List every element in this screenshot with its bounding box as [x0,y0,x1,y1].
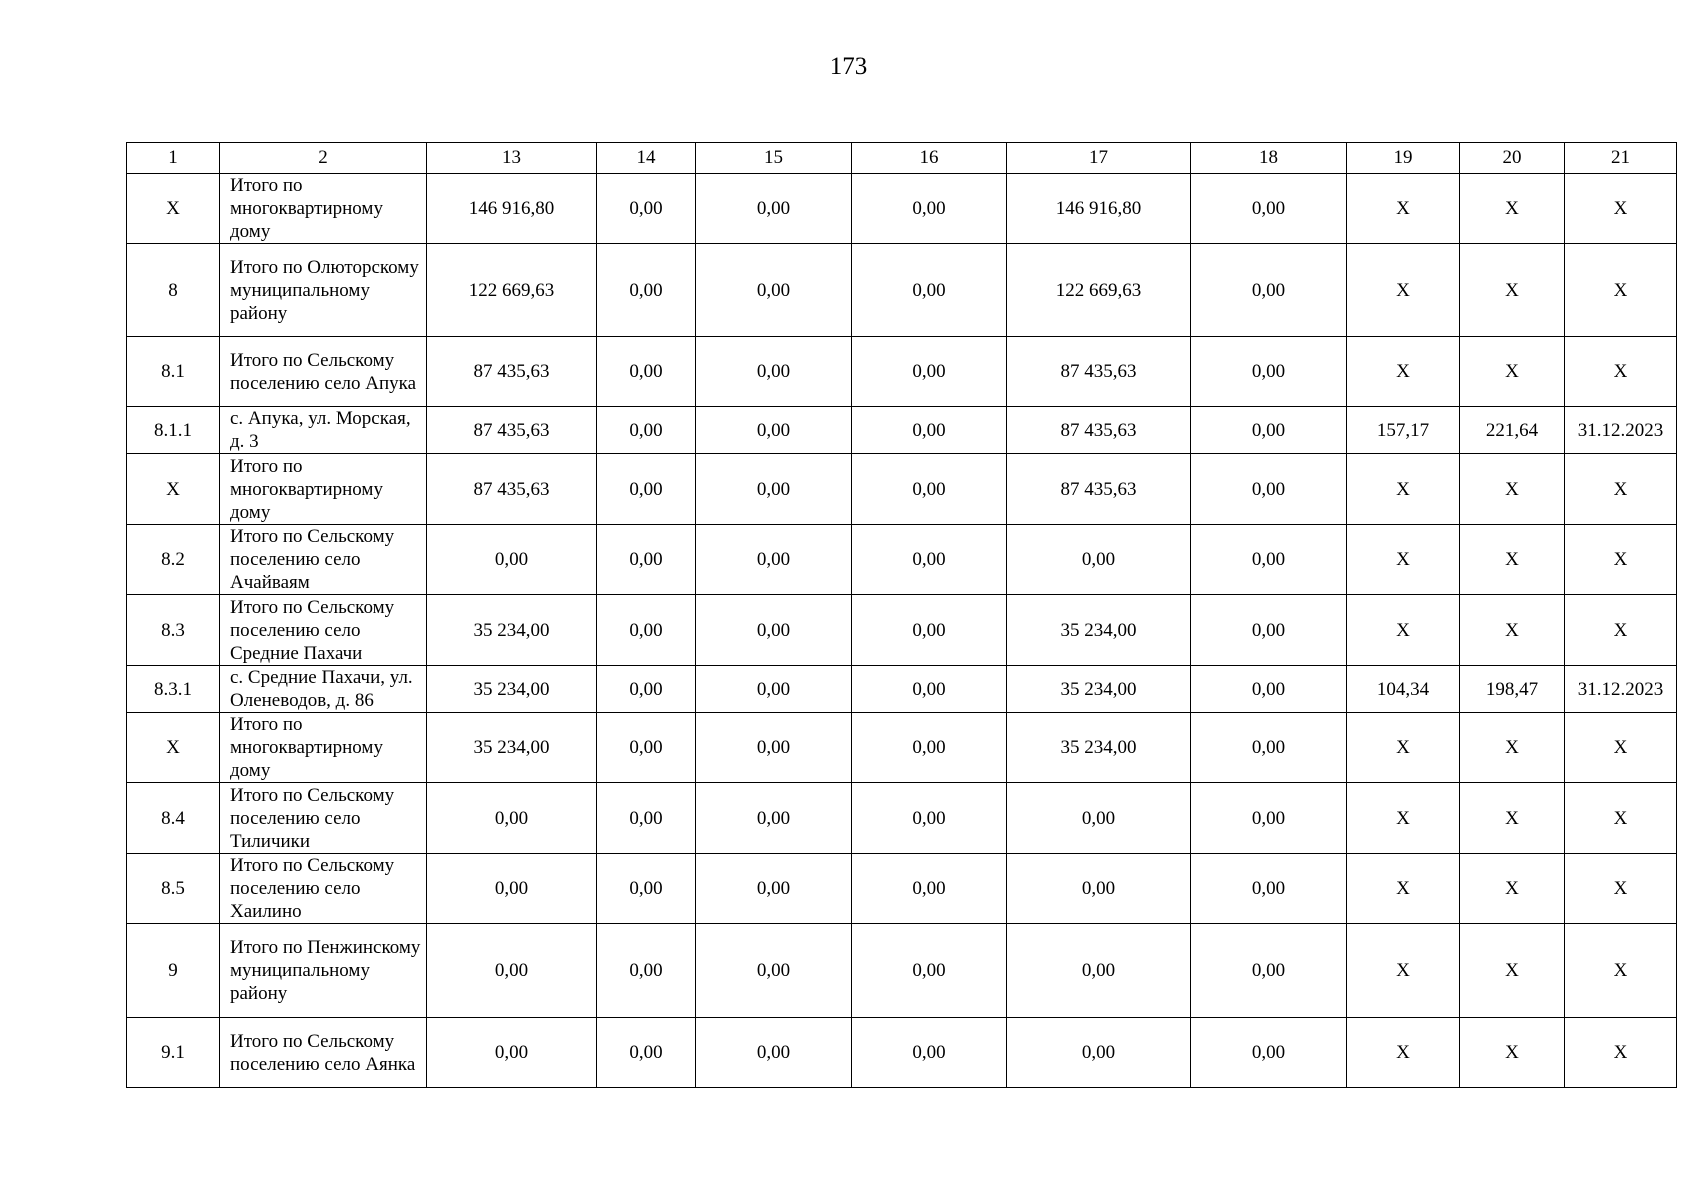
row-number-cell: 8.4 [127,783,220,854]
row-name-cell: Итого по Сельскому поселению село Тиличики [220,783,427,854]
row-name-cell: Итого по Сельскому поселению село Хаилино [220,854,427,924]
table-cell: X [1347,244,1460,337]
table-cell: X [1460,454,1565,525]
table-cell: 0,00 [427,1018,597,1088]
table-cell: 0,00 [696,666,852,713]
table-cell: X [1460,174,1565,244]
row-number-cell: 9.1 [127,1018,220,1088]
table-cell: 0,00 [597,244,696,337]
table-cell: 0,00 [597,854,696,924]
table-cell: 146 916,80 [1007,174,1191,244]
row-number-cell: 8.3 [127,595,220,666]
table-cell: 198,47 [1460,666,1565,713]
table-cell: 146 916,80 [427,174,597,244]
table-row [127,854,1677,924]
page-number: 173 [829,53,868,80]
table-cell: 0,00 [1191,244,1347,337]
row-name-cell: Итого по Сельскому поселению село Средние Пахачи [220,595,427,666]
table-cell: 0,00 [696,854,852,924]
table-cell: X [1460,595,1565,666]
table-cell: 0,00 [597,174,696,244]
table-row [127,924,1677,1018]
table-cell: 122 669,63 [427,244,597,337]
row-number-cell: 9 [127,924,220,1018]
table-cell: 157,17 [1347,407,1460,454]
row-number-cell: X [127,713,220,783]
table-cell: 0,00 [1007,783,1191,854]
table-cell: 221,64 [1460,407,1565,454]
table-cell: 0,00 [852,713,1007,783]
table-cell: 0,00 [597,713,696,783]
table-cell: 0,00 [597,595,696,666]
table-cell: 35 234,00 [427,595,597,666]
table-cell: 0,00 [427,924,597,1018]
table-cell: X [1565,595,1677,666]
table-cell: X [1460,337,1565,407]
table-row [127,666,1677,713]
table-cell: 0,00 [852,525,1007,595]
row-number-cell: X [127,174,220,244]
table-cell: 0,00 [597,783,696,854]
table-row [127,525,1677,595]
column-header: 13 [427,143,597,174]
table-cell: 0,00 [1191,1018,1347,1088]
table-cell: 31.12.2023 [1565,407,1677,454]
table-cell: 0,00 [852,174,1007,244]
table-row [127,713,1677,783]
table-cell: 0,00 [696,174,852,244]
table-cell: 0,00 [1007,924,1191,1018]
row-name-cell: с. Апука, ул. Морская, д. 3 [220,407,427,454]
column-header: 17 [1007,143,1191,174]
table-cell: 0,00 [852,337,1007,407]
table-cell: X [1347,1018,1460,1088]
table-row [127,174,1677,244]
table-cell: X [1565,1018,1677,1088]
table-cell: 0,00 [597,924,696,1018]
table-cell: 0,00 [696,924,852,1018]
table-cell: 0,00 [1191,525,1347,595]
table-cell: X [1347,454,1460,525]
table-cell: 0,00 [696,1018,852,1088]
table-cell: 0,00 [1191,454,1347,525]
table-cell: X [1347,525,1460,595]
table-cell: X [1460,924,1565,1018]
table-cell: X [1565,454,1677,525]
table-cell: 35 234,00 [1007,666,1191,713]
table-cell: 0,00 [696,713,852,783]
table-cell: X [1565,924,1677,1018]
column-header: 14 [597,143,696,174]
table-cell: 0,00 [597,454,696,525]
table-cell: X [1347,174,1460,244]
column-header: 1 [127,143,220,174]
column-header: 15 [696,143,852,174]
table-cell: 0,00 [696,337,852,407]
table-cell: 0,00 [1007,525,1191,595]
table-cell: X [1565,783,1677,854]
row-name-cell: с. Средние Пахачи, ул. Оленеводов, д. 86 [220,666,427,713]
table-cell: 0,00 [696,244,852,337]
table-row [127,783,1677,854]
row-name-cell: Итого по Олюторскому муниципальному району [220,244,427,337]
table-cell: X [1347,783,1460,854]
table-cell: 0,00 [852,454,1007,525]
table-cell: X [1347,595,1460,666]
table-cell: X [1347,713,1460,783]
table-cell: 0,00 [696,595,852,666]
data-table [126,142,1677,1088]
table-cell: X [1460,525,1565,595]
table-cell: 0,00 [1191,337,1347,407]
table-cell: 0,00 [597,666,696,713]
row-name-cell: Итого по многоквартирному дому [220,713,427,783]
row-number-cell: 8.3.1 [127,666,220,713]
table-cell: 0,00 [597,1018,696,1088]
table-cell: 35 234,00 [427,666,597,713]
table-cell: 0,00 [852,783,1007,854]
table-cell: 0,00 [427,525,597,595]
table-cell: 0,00 [1191,666,1347,713]
row-number-cell: 8.5 [127,854,220,924]
table-cell: 0,00 [597,337,696,407]
table-cell: X [1565,854,1677,924]
table-cell: 0,00 [597,407,696,454]
column-header: 16 [852,143,1007,174]
row-number-cell: 8.1.1 [127,407,220,454]
table-cell: 87 435,63 [427,454,597,525]
table-cell: 0,00 [852,666,1007,713]
table-row [127,1018,1677,1088]
table-cell: 0,00 [696,525,852,595]
table-cell: 0,00 [852,1018,1007,1088]
table-row [127,454,1677,525]
table-cell: X [1460,244,1565,337]
row-number-cell: 8.1 [127,337,220,407]
table-cell: 0,00 [852,924,1007,1018]
table-cell: 87 435,63 [1007,407,1191,454]
table-cell: X [1347,854,1460,924]
table-cell: 0,00 [852,595,1007,666]
row-name-cell: Итого по Сельскому поселению село Апука [220,337,427,407]
row-name-cell: Итого по многоквартирному дому [220,174,427,244]
row-number-cell: X [127,454,220,525]
table-cell: 0,00 [597,525,696,595]
row-name-cell: Итого по Сельскому поселению село Ачайваям [220,525,427,595]
table-row [127,337,1677,407]
table-cell: 0,00 [852,854,1007,924]
table-cell: X [1460,1018,1565,1088]
table-cell: 87 435,63 [427,407,597,454]
table-cell: 104,34 [1347,666,1460,713]
table-cell: X [1460,783,1565,854]
table-cell: X [1347,337,1460,407]
table-cell: X [1565,244,1677,337]
column-header: 21 [1565,143,1677,174]
table-cell: 0,00 [1191,783,1347,854]
table-cell: X [1565,337,1677,407]
table-cell: 35 234,00 [427,713,597,783]
table-cell: X [1460,854,1565,924]
table-body [127,143,1677,1088]
table-cell: X [1565,174,1677,244]
table-cell: X [1565,525,1677,595]
row-name-cell: Итого по Пенжинскому муниципальному району [220,924,427,1018]
table-cell: X [1565,713,1677,783]
table-cell: X [1460,713,1565,783]
table-cell: 0,00 [1007,1018,1191,1088]
table-cell: 0,00 [427,854,597,924]
column-header: 19 [1347,143,1460,174]
row-number-cell: 8.2 [127,525,220,595]
column-header: 18 [1191,143,1347,174]
table-row [127,244,1677,337]
row-number-cell: 8 [127,244,220,337]
column-header: 2 [220,143,427,174]
table-cell: 0,00 [1191,174,1347,244]
table-cell: 87 435,63 [427,337,597,407]
table-cell: 87 435,63 [1007,454,1191,525]
table-cell: 0,00 [1191,407,1347,454]
table-cell: 0,00 [852,407,1007,454]
table-cell: 0,00 [1007,854,1191,924]
table-cell: 0,00 [696,407,852,454]
table-cell: 31.12.2023 [1565,666,1677,713]
table-cell: 35 234,00 [1007,595,1191,666]
table-cell: 0,00 [1191,713,1347,783]
table-cell: 0,00 [1191,854,1347,924]
table-row [127,407,1677,454]
table-cell: 0,00 [852,244,1007,337]
row-name-cell: Итого по многоквартирному дому [220,454,427,525]
table-cell: 0,00 [696,783,852,854]
table-row [127,595,1677,666]
row-name-cell: Итого по Сельскому поселению село Аянка [220,1018,427,1088]
table-cell: X [1347,924,1460,1018]
column-header: 20 [1460,143,1565,174]
table-cell: 0,00 [696,454,852,525]
table-cell: 0,00 [427,783,597,854]
table-cell: 122 669,63 [1007,244,1191,337]
table-cell: 0,00 [1191,924,1347,1018]
table-cell: 87 435,63 [1007,337,1191,407]
header-row [127,143,1677,174]
table-cell: 0,00 [1191,595,1347,666]
table-cell: 35 234,00 [1007,713,1191,783]
